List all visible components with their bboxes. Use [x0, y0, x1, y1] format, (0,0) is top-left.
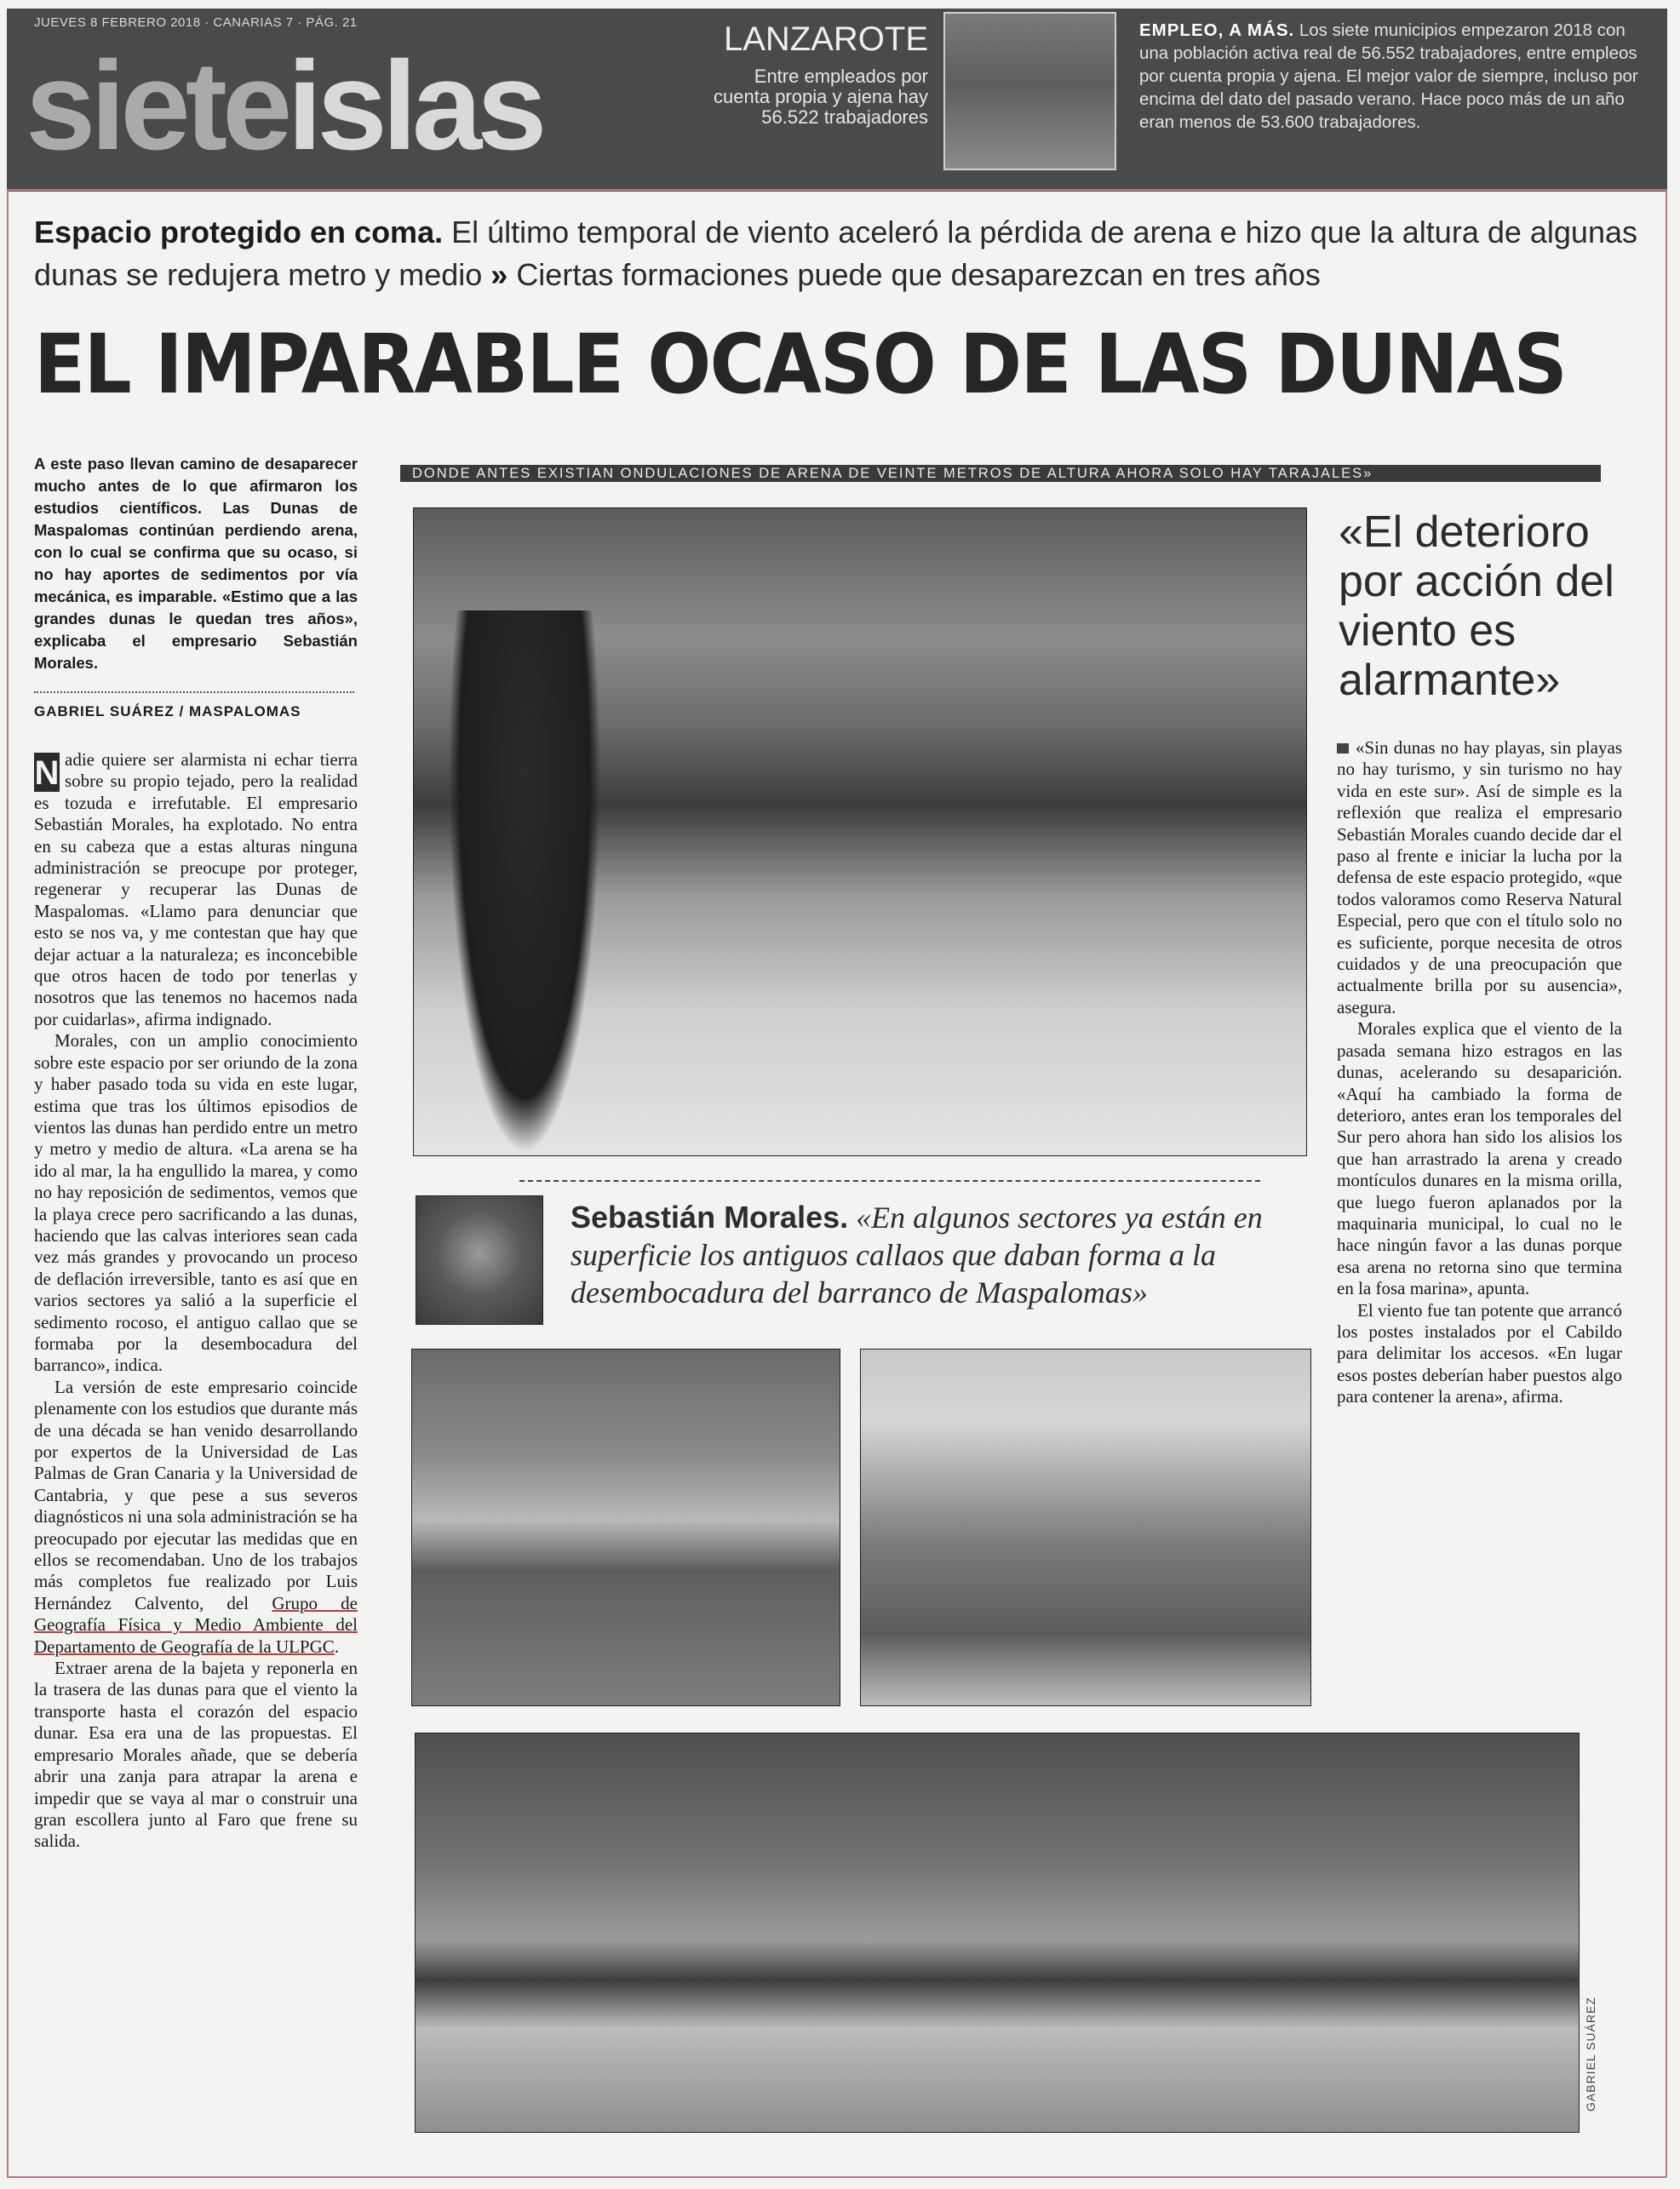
portrait-photo [416, 1195, 543, 1325]
headline: EL IMPARABLE OCASO DE LAS DUNAS [34, 317, 1567, 412]
body-column-left [34, 749, 358, 1853]
brief-photo [943, 12, 1116, 170]
photo-caption-banner: DONDE ANTES EXISTIAN ONDULACIONES DE ARENA DE VEINTE METROS DE ALTURA AHORA SOLO HAY TARAJALES» [400, 465, 1601, 482]
logo-part-siete: siete [26, 36, 288, 176]
body-paragraph [34, 749, 358, 1030]
dashed-divider [519, 1180, 1260, 1182]
underlined-reference: Grupo de Geografía Física y Medio Ambiente del Departamento de Geografía de la ULPGC [34, 1592, 358, 1657]
posts-photo-right [860, 1349, 1311, 1706]
photo-quote [571, 1199, 1320, 1311]
paragraph-text: «Sin dunas no hay playas, sin playas no hay turismo, y sin turismo no hay vida en este sur». Así de simple es la reflexión que realiza el empresario Sebastián Morales cuando decide dar el paso al frente e iniciar la lucha por la defensa de este espacio protegido, «que todos valoramos como Reserva Natural Especial, pero que con el título solo no es suficiente, porque necesita de otros cuidados y de una preocupación que actualmente brilla por su ausencia», asegura. [1337, 737, 1622, 1017]
main-photo [413, 507, 1307, 1156]
beach-panorama-photo [415, 1733, 1580, 2133]
kicker-text-2: Ciertas formaciones puede que desaparezcan en tres años [516, 257, 1321, 292]
dateline: JUEVES 8 FEBRERO 2018 · CANARIAS 7 · PÁG. 21 [34, 15, 358, 30]
body-paragraph [34, 1377, 358, 1658]
byline-divider [34, 691, 354, 693]
drop-cap: N [34, 754, 60, 792]
body-paragraph: Extraer arena de la bajeta y reponerla en la trasera de las dunas para que el viento la transporte hasta el corazón del espacio dunar. Esa era una de las propuestas. El empresario Morales añade, que se debería abrir una zanja para atrapar la arena e impedir que se vaya al mar o construir una gran escollera junto al Faro que frene su salida. [34, 1658, 358, 1852]
photo-credit: GABRIEL SUÁREZ [1584, 1997, 1597, 2112]
person-figure [448, 610, 601, 1155]
paragraph-text: adie quiere ser alarmista ni echar tierra sobre su propio tejado, pero la realidad es tozuda e irrefutable. El empresario Sebastián Morales, ha explotado. No entra en su cabeza que a estas alturas ninguna administración se preocupe por proteger, regenerar y recuperar las Dunas de Maspalomas. «Llamo para denunciar que esto se nos va, y me contestan que hay que dejar actuar a la naturaleza; es inconcebible que otros hacen de todo por tenerlas y nosotros que las tenemos no hacemos nada por cuidarlas», afirma indignado. [34, 749, 358, 1029]
body-paragraph [1337, 737, 1622, 1018]
kicker-text: El último temporal de viento aceleró la pérdida de arena e hizo que la altura de algunas dunas se redujera metro y medio [34, 215, 1637, 292]
pull-quote: «El deterioro por acción del viento es alarmante» [1339, 507, 1614, 705]
square-bullet-icon [1337, 743, 1349, 754]
kicker-label: Espacio protegido en coma. [34, 215, 444, 249]
quote-name: Sebastián Morales. [571, 1200, 849, 1235]
brief-text: Los siete municipios empezaron 2018 con una población activa real de 56.552 trabajadores, entre empleos por cuenta propia y ajena. El mejor valor de siempre, incluso por encima del dato del pasado verano. Hace poco más de un año eran menos de 53.600 trabajadores. [1139, 20, 1638, 132]
paragraph-text: La versión de este empresario coincide plenamente con los estudios que durante más de una década se han venido desarrollando por expertos de la Universidad de Las Palmas de Gran Canaria y la Universidad de Cantabria, y que pese a sus severos diagnósticos ni una sola administración se ha preocupado por ejecutar las medidas que en ellos se recomendaban. Uno de los trabajos más completos fue realizado por Luis Hernández Calvento, del [34, 1376, 358, 1613]
body-paragraph: Morales explica que el viento de la pasada semana hizo estragos en las dunas, acelerando su desaparición. «Aquí ha cambiado la forma de deterioro, antes eran los temporales del Sur pero ahora han sido los alisios los que han arrastrado la arena y creado montículos dunares en la misma orilla, que luego fueron aplanados por la maquinaria municipal, lo cual no le hace ningún favor a las dunas porque esa arena no retorna sino que termina en la fosa marina», apunta. [1337, 1018, 1622, 1299]
body-paragraph: El viento fue tan potente que arrancó los postes instalados por el Cabildo para delimitar los accesos. «En lugar esos postes deberían haber puestos algo para contener la arena», afirma. [1337, 1299, 1622, 1407]
brief-box [1139, 19, 1650, 134]
section-subtitle: Entre empleados por cuenta propia y ajena hay 56.522 trabajadores [714, 66, 928, 128]
lead-paragraph: A este paso llevan camino de desaparecer mucho antes de lo que afirmaron los estudios científicos. Las Dunas de Maspalomas continúan perdiendo arena, con lo cual se confirma que su ocaso, si no hay aportes de sedimentos por vía mecánica, es imparable. «Estimo que a las grandes dunas le quedan tres años», explicaba el empresario Sebastián Morales. [34, 455, 358, 672]
kicker [34, 211, 1652, 296]
brief-label: EMPLEO, A MÁS. [1139, 20, 1295, 40]
logo-part-islas: islas [287, 36, 542, 176]
body-paragraph: Morales, con un amplio conocimiento sobre este espacio por ser oriundo de la zona y haber pasado toda su vida en este lugar, estima que tras los últimos episodios de vientos las dunas han perdido entre un metro y metro y medio de altura. «La arena se ha ido al mar, la ha engullido la marea, y como no hay reposición de sedimentos, vemos que la playa crece pero sacrificando a las dunas, haciendo que las calvas interiores sean cada vez más grandes y provocando un proceso de deflación irreversible, tanto es así que en varios sectores ya salió a la superficie el sedimento rocoso, el antiguo callao que se formaba por la desembocadura del barranco», indica. [34, 1030, 358, 1376]
kicker-arrow-icon: » [482, 257, 517, 292]
paragraph-text: . [334, 1636, 340, 1657]
quote-text: «En algunos sectores ya están en superficie los antiguos callaos que daban forma a la desembocadura del barranco de Maspalomas» [571, 1201, 1263, 1309]
dune-photo-left [411, 1349, 840, 1706]
byline: GABRIEL SUÁREZ / MASPALOMAS [34, 703, 301, 719]
newspaper-section-logo [26, 34, 542, 179]
body-column-right [1337, 737, 1622, 1408]
section-title: LANZAROTE [723, 20, 928, 58]
